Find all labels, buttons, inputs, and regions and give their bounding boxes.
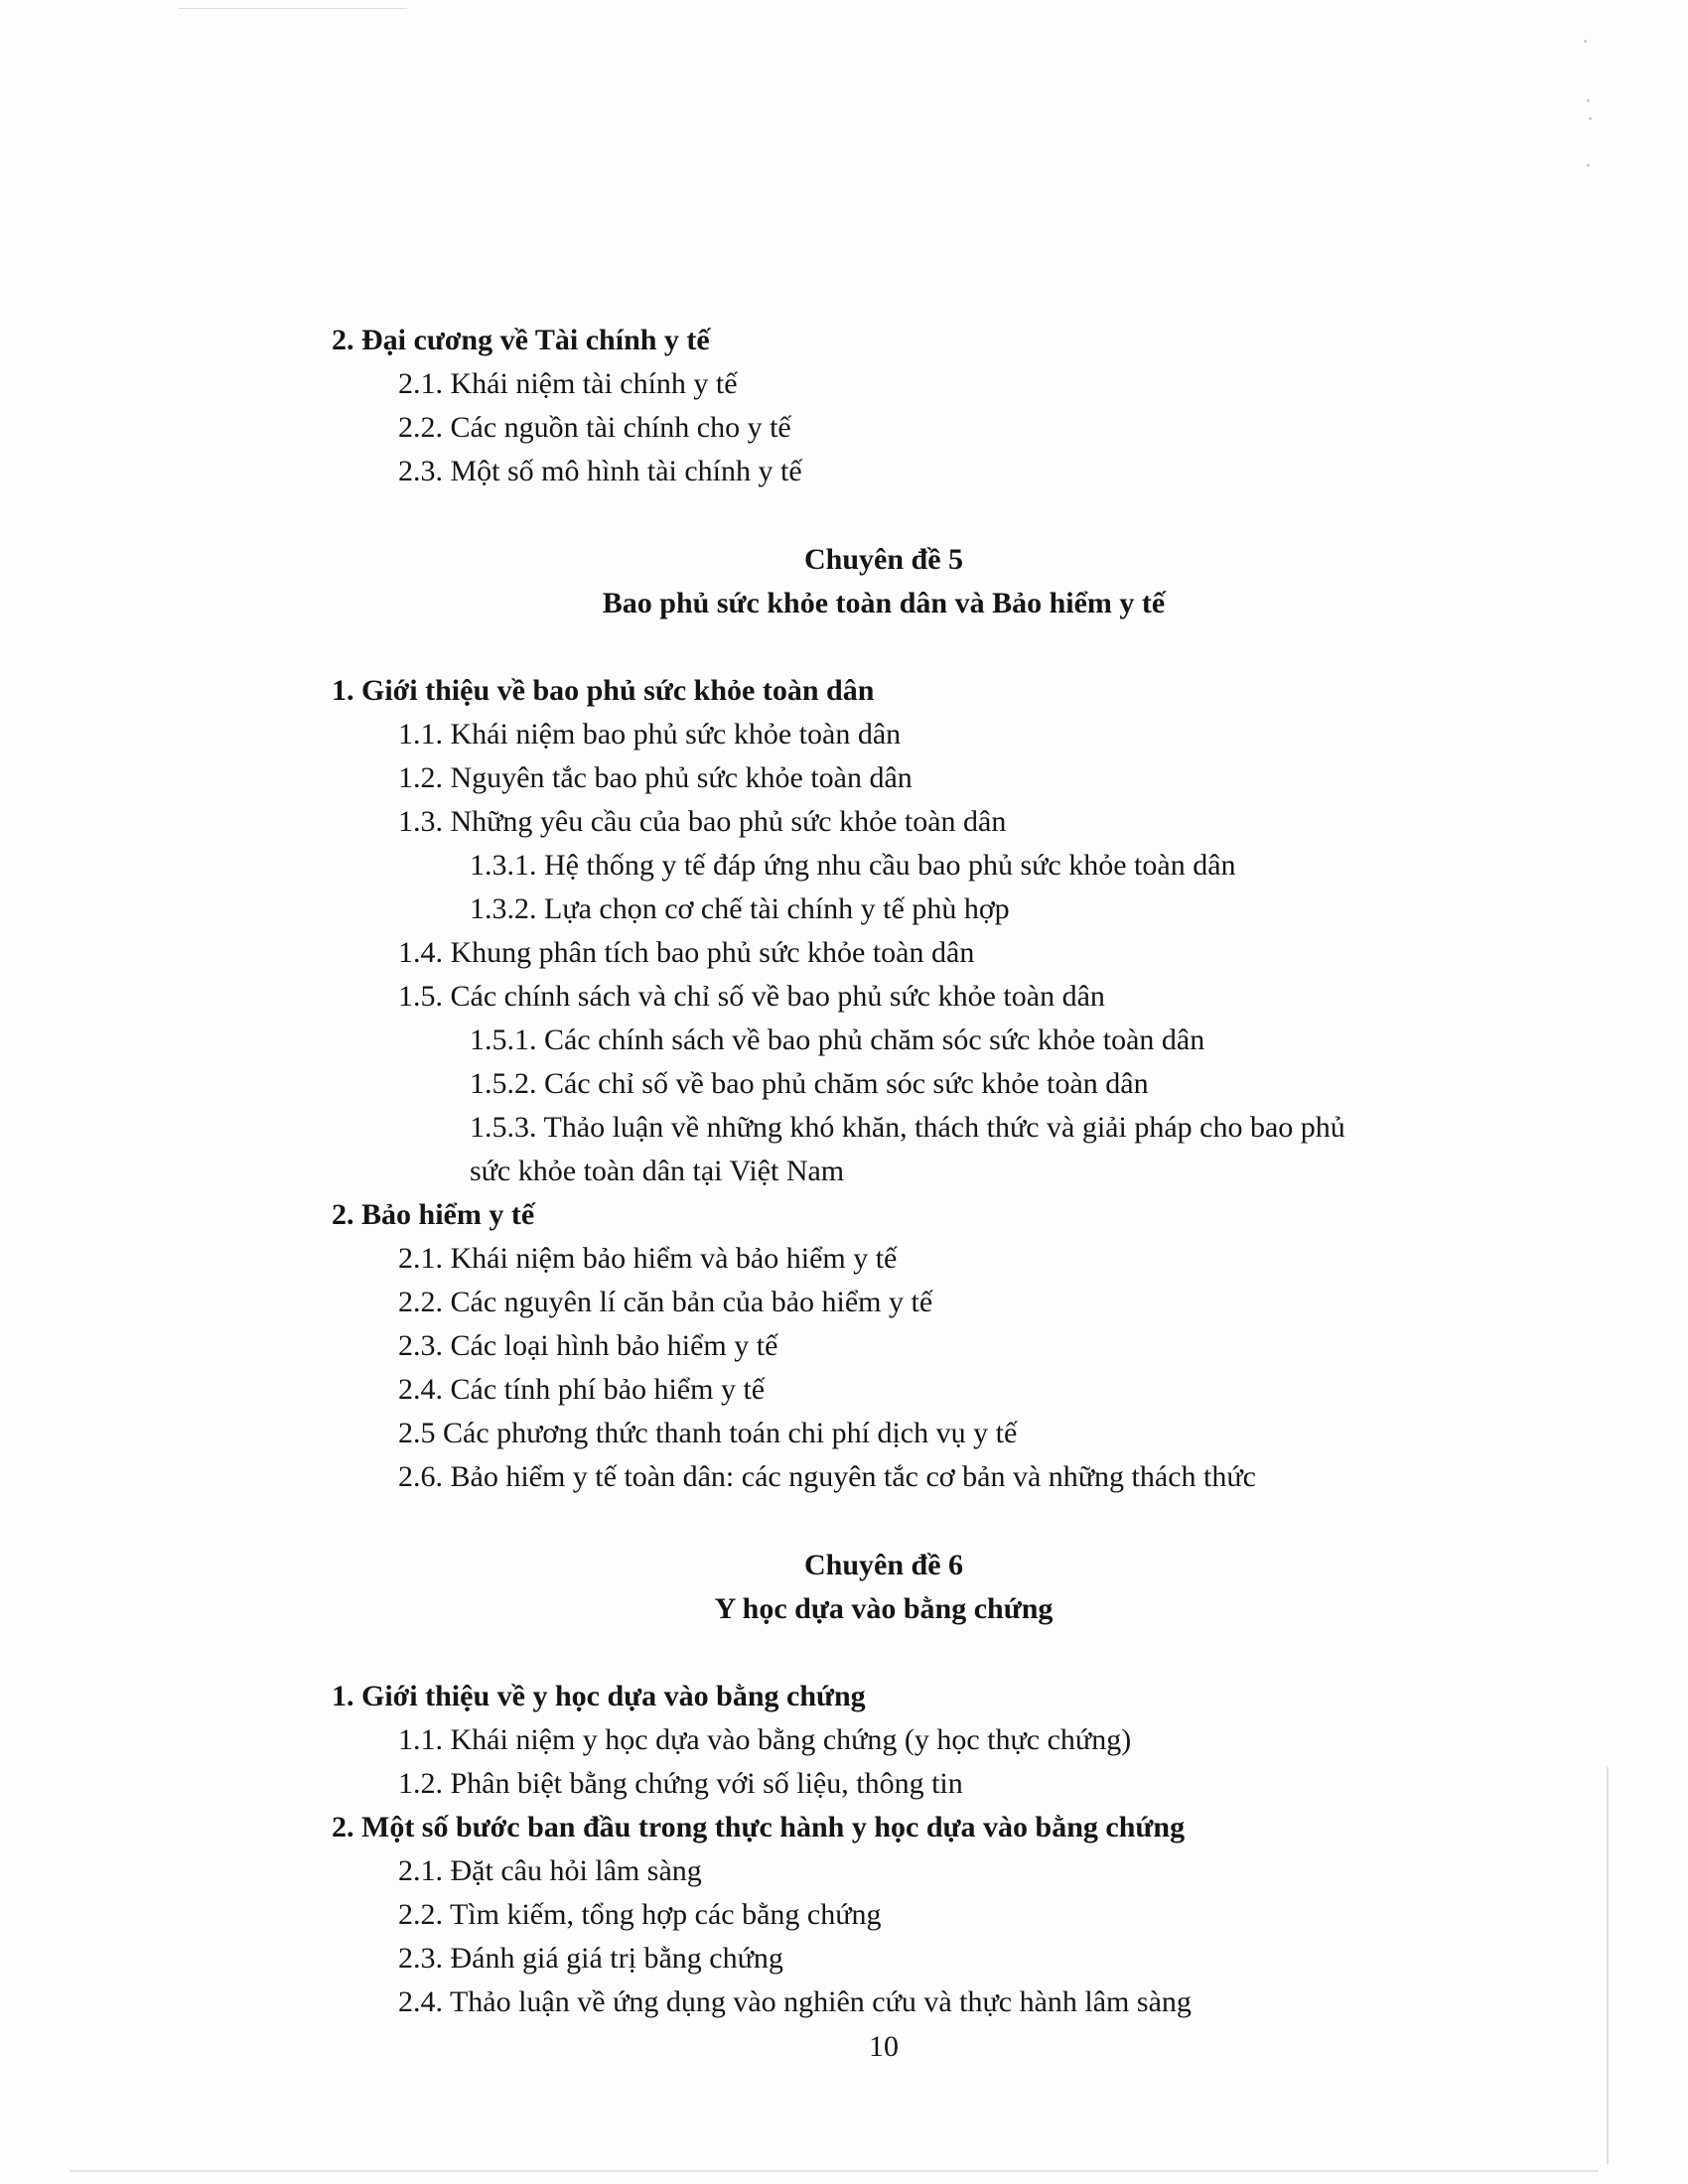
list-item: 2.6. Bảo hiểm y tế toàn dân: các nguyên tắc cơ bản và những thách thức — [398, 1460, 1256, 1493]
list-item: 1.1. Khái niệm y học dựa vào bằng chứng (y học thực chứng) — [398, 1723, 1132, 1756]
section-heading: 2. Bảo hiểm y tế — [332, 1198, 535, 1231]
list-item: 2.4. Thảo luận về ứng dụng vào nghiên cứu và thực hành lâm sàng — [398, 1985, 1192, 2018]
list-item: 1.2. Nguyên tắc bao phủ sức khỏe toàn dân — [398, 761, 913, 794]
scan-speck — [1587, 99, 1590, 102]
list-item: 1.2. Phân biệt bằng chứng với số liệu, thông tin — [398, 1767, 963, 1800]
section-heading: 1. Giới thiệu về bao phủ sức khỏe toàn dân — [332, 674, 875, 707]
scan-artifact-top — [179, 8, 407, 9]
topic-title: Y học dựa vào bằng chứng — [714, 1592, 1054, 1625]
list-subitem: 1.5.2. Các chỉ số về bao phủ chăm sóc sức khỏe toàn dân — [470, 1067, 1149, 1100]
list-subitem: 1.3.1. Hệ thống y tế đáp ứng nhu cầu bao phủ sức khỏe toàn dân — [470, 849, 1236, 882]
section-heading: 2. Một số bước ban đầu trong thực hành y học dựa vào bằng chứng — [332, 1811, 1186, 1843]
list-subitem-continued: sức khỏe toàn dân tại Việt Nam — [470, 1155, 845, 1187]
list-item: 1.1. Khái niệm bao phủ sức khỏe toàn dân — [398, 718, 902, 751]
list-item: 2.2. Tìm kiếm, tổng hợp các bằng chứng — [398, 1898, 882, 1931]
scan-speck — [1589, 117, 1592, 120]
list-item: 1.3. Những yêu cầu của bao phủ sức khỏe toàn dân — [398, 805, 1007, 838]
scan-artifact-right — [1607, 1767, 1609, 2164]
list-item: 2.2. Các nguồn tài chính cho y tế — [398, 411, 791, 444]
topic-label: Chuyên đề 6 — [803, 1549, 964, 1581]
list-item: 2.2. Các nguyên lí căn bản của bảo hiểm y tế — [398, 1286, 933, 1318]
topic-label: Chuyên đề 5 — [803, 543, 964, 576]
scan-speck — [1587, 164, 1590, 167]
list-item: 2.4. Các tính phí bảo hiểm y tế — [398, 1373, 766, 1406]
list-item: 2.5 Các phương thức thanh toán chi phí dịch vụ y tế — [398, 1417, 1018, 1449]
scan-speck — [1584, 40, 1587, 43]
list-item: 1.4. Khung phân tích bao phủ sức khỏe toàn dân — [398, 936, 975, 969]
list-item: 2.3. Đánh giá giá trị bằng chứng — [398, 1942, 783, 1975]
topic-title: Bao phủ sức khỏe toàn dân và Bảo hiểm y tế — [602, 587, 1166, 619]
list-item: 2.3. Một số mô hình tài chính y tế — [398, 455, 802, 487]
list-item: 1.5. Các chính sách và chỉ số về bao phủ sức khỏe toàn dân — [398, 980, 1105, 1013]
section-heading: 2. Đại cương về Tài chính y tế — [332, 324, 710, 356]
list-item: 2.1. Khái niệm bảo hiểm và bảo hiểm y tế — [398, 1242, 898, 1275]
list-item: 2.1. Đặt câu hỏi lâm sàng — [398, 1854, 702, 1887]
list-subitem: 1.5.1. Các chính sách về bao phủ chăm sóc sức khỏe toàn dân — [470, 1024, 1205, 1056]
list-subitem: 1.5.3. Thảo luận về những khó khăn, thách thức và giải pháp cho bao phủ — [470, 1111, 1345, 1144]
page-number: 10 — [869, 2030, 899, 2063]
section-heading: 1. Giới thiệu về y học dựa vào bằng chứng — [332, 1680, 866, 1712]
scan-artifact-bottom — [70, 2170, 1599, 2172]
list-item: 2.3. Các loại hình bảo hiểm y tế — [398, 1329, 778, 1362]
list-item: 2.1. Khái niệm tài chính y tế — [398, 367, 738, 400]
list-subitem: 1.3.2. Lựa chọn cơ chế tài chính y tế phù hợp — [470, 892, 1010, 925]
